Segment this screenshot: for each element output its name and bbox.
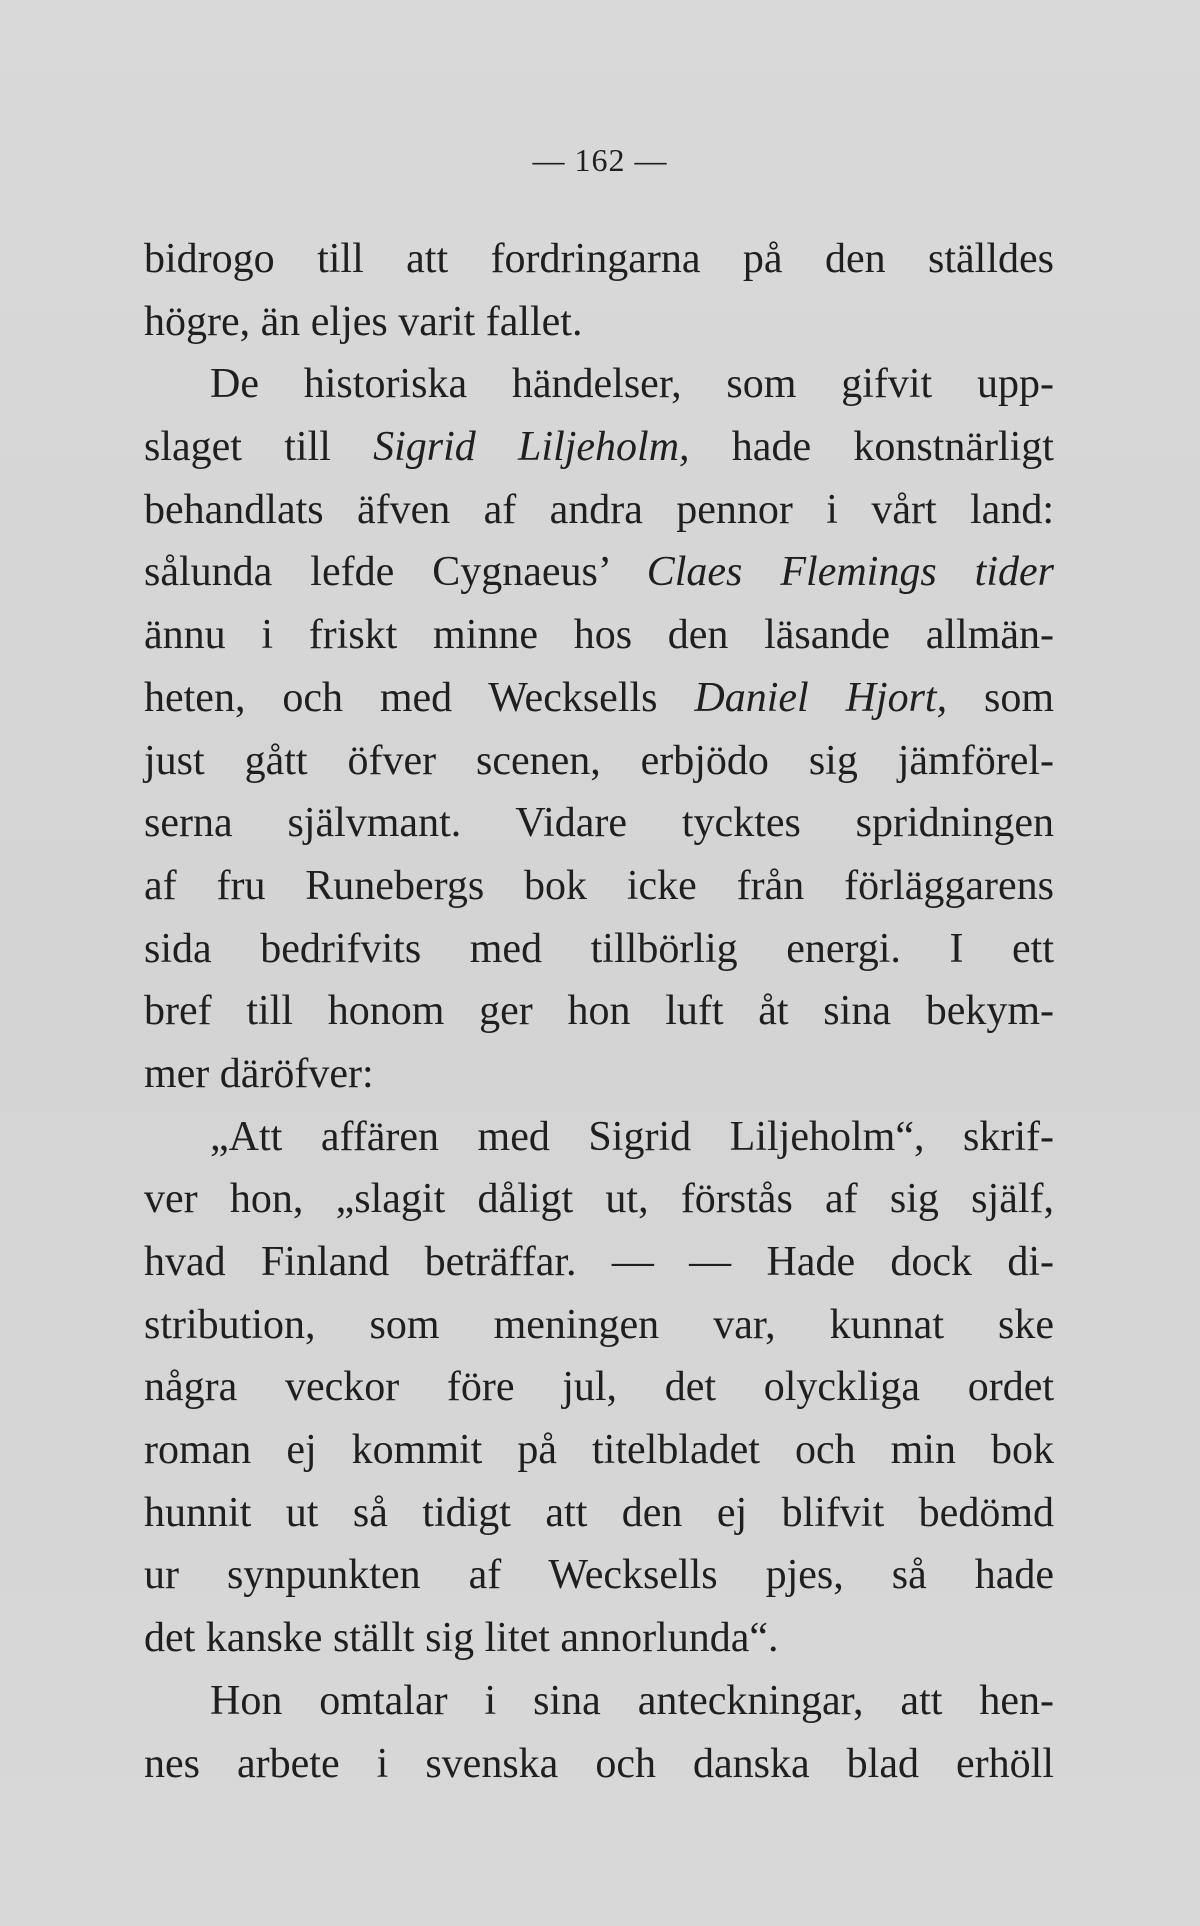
- text-segment: ännu i friskt minne hos den läsande allmän-: [144, 612, 1054, 659]
- text-line: [144, 291, 1054, 354]
- text-segment: „Att affären med Sigrid Liljeholm“, skrif-: [210, 1113, 1054, 1160]
- italic-title: Daniel Hjort,: [694, 674, 948, 721]
- text-line: [144, 1231, 1054, 1294]
- text-segment: sålunda lefde Cygnaeus’: [144, 549, 647, 596]
- italic-title: Claes Flemings tider: [646, 549, 1054, 596]
- text-segment: stribution, som meningen var, kunnat ske: [144, 1301, 1054, 1348]
- text-line: [144, 1356, 1054, 1419]
- text-segment: hade konstnärligt: [689, 424, 1054, 471]
- text-line: [144, 1670, 1054, 1733]
- body-text: [144, 228, 1054, 1795]
- text-line: [144, 353, 1054, 416]
- text-line: [144, 416, 1054, 479]
- text-segment: behandlats äfven af andra pennor i vårt land:: [144, 486, 1054, 533]
- text-line: [144, 1733, 1054, 1796]
- text-segment: af fru Runebergs bok icke från förläggarens: [144, 862, 1054, 909]
- page-number: — 162 —: [532, 142, 668, 178]
- text-segment: Hon omtalar i sina anteckningar, att hen-: [210, 1677, 1054, 1724]
- text-segment: slaget till: [144, 424, 374, 471]
- text-line: [144, 792, 1054, 855]
- text-line: [144, 855, 1054, 918]
- italic-title: Sigrid Liljeholm,: [373, 424, 690, 471]
- text-segment: det kanske ställt sig litet annorlunda“.: [144, 1615, 779, 1662]
- text-segment: sida bedrifvits med tillbörlig energi. I ett: [144, 925, 1054, 972]
- text-segment: just gått öfver scenen, erbjödo sig jämförel-: [144, 737, 1054, 784]
- text-line: [144, 918, 1054, 981]
- text-segment: bref till honom ger hon luft åt sina bekym-: [144, 988, 1054, 1035]
- text-line: [144, 730, 1054, 793]
- text-line: [144, 980, 1054, 1043]
- text-line: [144, 604, 1054, 667]
- text-line: [144, 1544, 1054, 1607]
- text-line: [144, 541, 1054, 604]
- text-segment: nes arbete i svenska och danska blad erhöll: [144, 1740, 1054, 1787]
- text-segment: ver hon, „slagit dåligt ut, förstås af sig själf,: [144, 1176, 1054, 1223]
- text-segment: heten, och med Wecksells: [144, 674, 695, 721]
- text-line: [144, 1294, 1054, 1357]
- text-line: [144, 1419, 1054, 1482]
- text-line: [144, 1482, 1054, 1545]
- text-segment: som: [947, 674, 1054, 721]
- text-line: [144, 1043, 1054, 1106]
- text-segment: mer däröfver:: [144, 1050, 374, 1097]
- text-segment: De historiska händelser, som gifvit upp-: [210, 361, 1054, 408]
- text-segment: några veckor före jul, det olyckliga ordet: [144, 1364, 1054, 1411]
- text-segment: bidrogo till att fordringarna på den ställdes: [144, 236, 1054, 282]
- text-line: [144, 1168, 1054, 1231]
- text-line: [144, 1106, 1054, 1169]
- text-segment: hunnit ut så tidigt att den ej blifvit bedömd: [144, 1489, 1054, 1536]
- text-segment: roman ej kommit på titelbladet och min bok: [144, 1427, 1054, 1474]
- text-segment: hvad Finland beträffar. — — Hade dock di-: [144, 1239, 1054, 1285]
- text-line: [144, 479, 1054, 542]
- text-line: [144, 667, 1054, 730]
- text-segment: serna självmant. Vidare tycktes spridningen: [144, 800, 1054, 847]
- text-segment: högre, än eljes varit fallet.: [144, 298, 583, 345]
- text-segment: ur synpunkten af Wecksells pjes, så hade: [144, 1552, 1054, 1599]
- text-line: [144, 228, 1054, 291]
- text-line: [144, 1607, 1054, 1670]
